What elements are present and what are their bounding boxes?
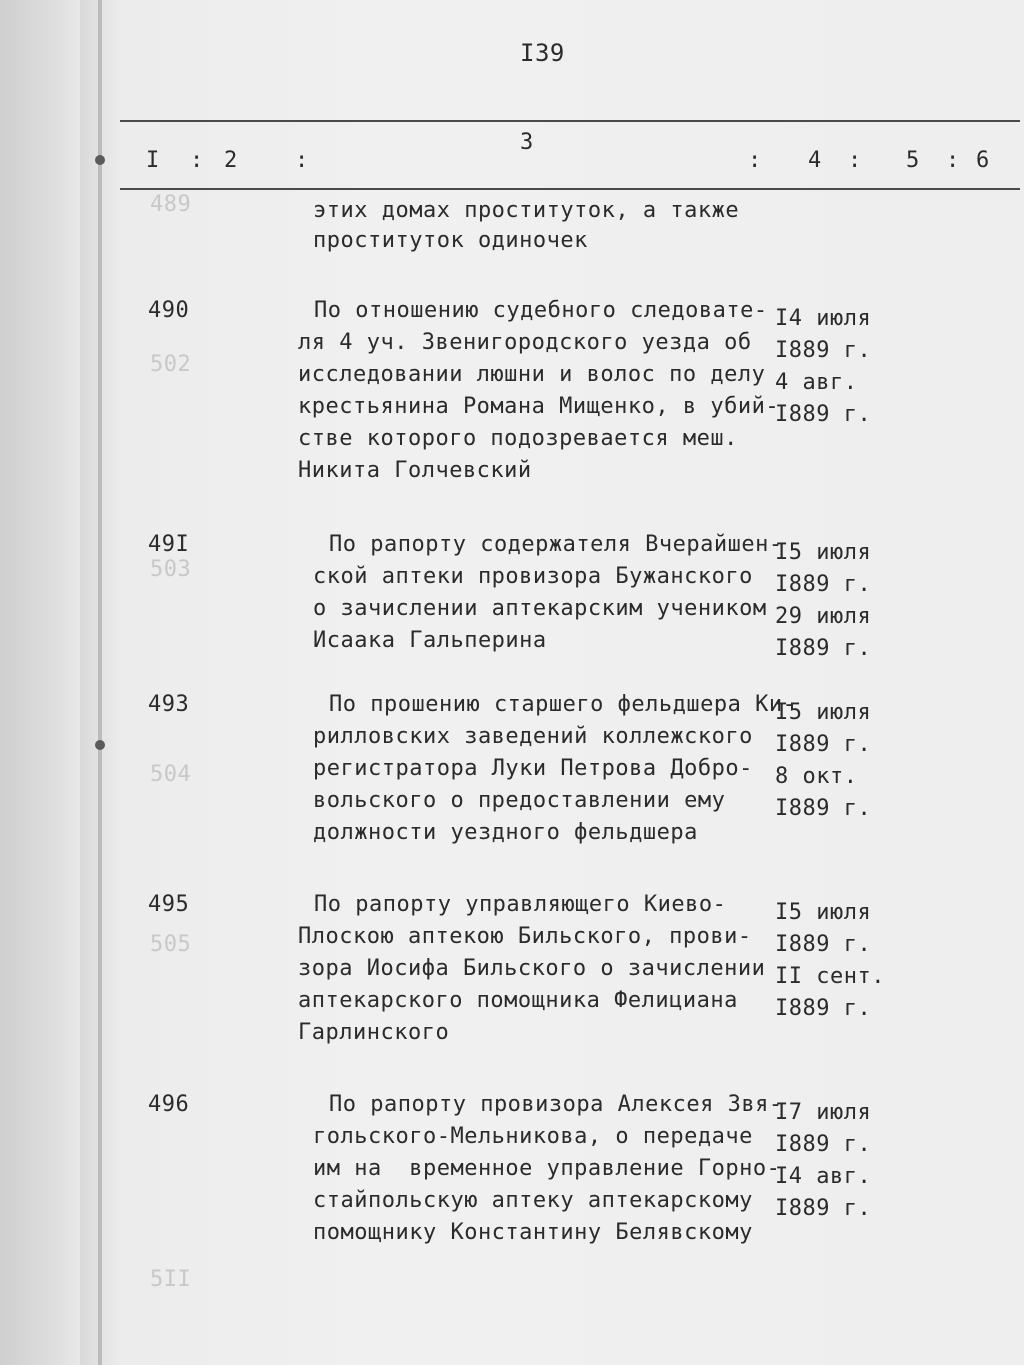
entry-text-line: о зачислении аптекарским учеником xyxy=(313,596,767,621)
page-number: I39 xyxy=(520,39,565,67)
entry-text-line: рилловских заведений коллежского xyxy=(313,724,753,749)
entry-date: I889 г. xyxy=(775,796,872,821)
entry-date: II сент. xyxy=(775,964,885,989)
col-sep: : xyxy=(848,148,862,173)
entry-date: I4 авг. xyxy=(775,1164,872,1189)
bleed-through: 504 xyxy=(150,762,192,787)
binding-hole xyxy=(95,740,105,750)
entry-text-line: ской аптеки провизора Бужанского xyxy=(313,564,753,589)
col-header-4: 4 xyxy=(808,148,822,173)
entry-text-line: вольского о предоставлении ему xyxy=(313,788,726,813)
entry-date: 29 июля xyxy=(775,604,872,629)
col-sep: : xyxy=(748,148,762,173)
entry-text-line: По рапорту управляющего Киево- xyxy=(314,892,727,917)
entry-text-line: По рапорту содержателя Вчерайшен- xyxy=(329,532,783,557)
entry-text-line: Гарлинского xyxy=(298,1020,450,1045)
entry-date: I889 г. xyxy=(775,636,872,661)
entry-text-line: крестьянина Романа Мищенко, в убий- xyxy=(298,394,780,419)
page-fold xyxy=(98,0,102,1365)
bleed-through: 503 xyxy=(150,557,192,582)
entry-text-line: регистратора Луки Петрова Добро- xyxy=(313,756,753,781)
entry-number: 496 xyxy=(148,1092,190,1117)
entry-text-line: По рапорту провизора Алексея Звя- xyxy=(329,1092,783,1117)
entry-text-line: помощнику Константину Белявскому xyxy=(313,1220,753,1245)
bleed-through: 502 xyxy=(150,352,192,377)
bleed-through: 489 xyxy=(150,192,192,217)
col-header-6: 6 xyxy=(976,148,990,173)
entry-date: I889 г. xyxy=(775,572,872,597)
entry-text-line: Никита Голчевский xyxy=(298,458,532,483)
entry-date: I889 г. xyxy=(775,732,872,757)
bleed-through: 505 xyxy=(150,932,192,957)
bleed-through: 5II xyxy=(150,1267,192,1292)
entry-text-line: гольского-Мельникова, о передаче xyxy=(313,1124,753,1149)
col-header-5: 5 xyxy=(906,148,920,173)
entry-date: I889 г. xyxy=(775,1196,872,1221)
entry-number: 493 xyxy=(148,692,190,717)
col-sep: : xyxy=(946,148,960,173)
entry-text-line: По отношению судебного следовате- xyxy=(314,298,768,323)
entry-text-line: ля 4 уч. Звенигородского уезда об xyxy=(298,330,752,355)
entry-date: I5 июля xyxy=(775,900,872,925)
entry-date: 4 авг. xyxy=(775,370,858,395)
entry-date: I889 г. xyxy=(775,338,872,363)
entry-text-line: Плоскою аптекою Бильского, прови- xyxy=(298,924,752,949)
continued-text: этих домах проституток, а также xyxy=(313,198,740,223)
entry-number: 490 xyxy=(148,298,190,323)
col-header-2: 2 xyxy=(224,148,238,173)
entry-number: 49I xyxy=(148,532,190,557)
entry-date: I5 июля xyxy=(775,700,872,725)
entry-date: 8 окт. xyxy=(775,764,858,789)
entry-date: I889 г. xyxy=(775,932,872,957)
continued-text: проституток одиночек xyxy=(313,228,588,253)
entry-text-line: аптекарского помощника Фелициана xyxy=(298,988,738,1013)
entry-date: I4 июля xyxy=(775,306,872,331)
entry-text-line: стайпольскую аптеку аптекарскому xyxy=(313,1188,753,1213)
binding-hole xyxy=(95,155,105,165)
col-header-3: 3 xyxy=(520,130,534,155)
col-sep: : xyxy=(295,148,309,173)
entry-date: I5 июля xyxy=(775,540,872,565)
entry-text-line: зора Иосифа Бильского о зачислении xyxy=(298,956,766,981)
entry-date: I7 июля xyxy=(775,1100,872,1125)
entry-date: I889 г. xyxy=(775,1132,872,1157)
entry-text-line: должности уездного фельдшера xyxy=(313,820,698,845)
entry-number: 495 xyxy=(148,892,190,917)
header-rule-bottom xyxy=(120,188,1020,190)
entry-text-line: стве которого подозревается меш. xyxy=(298,426,738,451)
entry-date: I889 г. xyxy=(775,402,872,427)
entry-date: I889 г. xyxy=(775,996,872,1021)
entry-text-line: Исаака Гальперина xyxy=(313,628,547,653)
col-sep: : xyxy=(190,148,204,173)
entry-text-line: По прошению старшего фельдшера Ки- xyxy=(329,692,797,717)
col-header-1: I xyxy=(146,148,160,173)
entry-text-line: им на временное управление Горно- xyxy=(313,1156,781,1181)
entry-text-line: исследовании люшни и волос по делу xyxy=(298,362,766,387)
header-rule-top xyxy=(120,120,1020,122)
